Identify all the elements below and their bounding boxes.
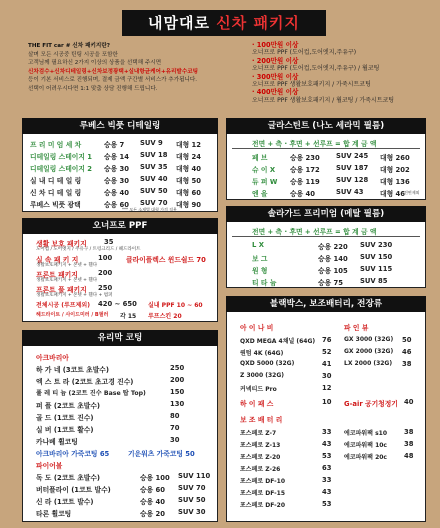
ppf-row-extra: 클라이플렉스 윈드쉴드 70	[126, 256, 206, 264]
coating-row-name: 신 라 (1코트 발수)	[36, 498, 94, 506]
blackbox-price: 76	[322, 336, 332, 344]
blackbox-item: GX 3000 (32G)	[344, 336, 394, 343]
detailing-row-a: 승용 7	[104, 141, 125, 149]
ppf-row-value: 100	[98, 254, 113, 262]
blackbox-item: LX 2000 (32G)	[344, 360, 393, 367]
package-desc: 오너프로 PPF (도어컵,도어엣지,주유구)	[252, 49, 357, 57]
blackbox-brand: 아 이 나 비	[240, 324, 274, 332]
package-tier	[252, 58, 432, 73]
ppf-row-name: 생활 보호 패키지	[36, 240, 87, 248]
ppf-row-extra: 루프스킨 20	[148, 313, 182, 320]
coating-row-name: 퍼 플 (2코트 초발수)	[36, 402, 101, 410]
coating-row-value: 70	[170, 424, 180, 432]
battery-item: 에코파워팩 20c	[344, 454, 387, 461]
ppf-row-sub: 생활보호패키지 + 본넷 + 휀다 + 범퍼	[36, 293, 113, 298]
detailing-row-c: 대형 40	[176, 165, 201, 173]
blackbox-item: QXD 5000 (32G)	[240, 360, 295, 367]
ppf-row-sub: 생활보호패키지 + 본넷 + 휀다	[36, 263, 98, 268]
battery-item: 포스페로 DF-10	[240, 478, 286, 485]
ppf-row-name: 프론트 풀 패키지	[36, 286, 87, 294]
package-desc: 오너프로 PPF 생활보호패키지 / 휠코팅 / 가죽시트코팅	[252, 96, 395, 104]
ppf-row-name: 프론트 패키지	[36, 271, 78, 279]
solar-row-name: 티 타 늄	[252, 279, 277, 287]
coating-row-name: 골 드 (1코트 진수)	[36, 414, 94, 422]
detailing-row-name: 디테일링 스테이지 1	[30, 153, 92, 161]
battery-item: 포스페로 DF-20	[240, 502, 286, 509]
tint-row-name: 페 브	[252, 154, 268, 162]
air-purifier-price: 40	[404, 398, 414, 406]
detailing-row-b: SUV 40	[140, 175, 168, 183]
coating-row-value: 200	[170, 376, 185, 384]
battery-price: 53	[322, 452, 332, 460]
coating-row-a: 승용 40	[140, 498, 165, 506]
solar-row-name: 보 그	[252, 255, 268, 263]
coating-group: 아크바리아	[36, 354, 69, 362]
solar-row-a: 승용 75	[318, 279, 343, 287]
solar-row-b: SUV 150	[360, 253, 393, 261]
detailing-row-name: 실 내 디 테 일 링	[30, 177, 82, 185]
coating-row-a: 승용 60	[140, 486, 165, 494]
blackbox-price: 50	[402, 336, 412, 344]
coating-row-name: 하 가 네 (3코트 초발수)	[36, 366, 109, 374]
battery-item: 포스페로 Z-13	[240, 442, 281, 449]
intro-line: 등이 기본 서비스로 진행되며, 결제 금액 구간별 서비스가 추가됩니다.	[28, 77, 198, 84]
detailing-row-b: SUV 50	[140, 187, 168, 195]
detailing-row-a: 승용 14	[104, 153, 129, 161]
package-name: · 400만원 이상	[252, 88, 299, 97]
intro-line: 살며 모든 시공중 틴팅 시공을 포함한	[28, 51, 118, 58]
tint-row-a: 승용 230	[290, 154, 320, 162]
detailing-row-c: 대형 90	[176, 201, 201, 209]
hipass-label: 하 이 패 스	[240, 400, 274, 408]
blackbox-price: 38	[402, 360, 412, 368]
tint-row-c: 대형 136	[380, 178, 410, 186]
coating-row-b: SUV 70	[178, 484, 206, 492]
battery-item: 포스페로 Z-20	[240, 454, 281, 461]
detailing-row-name: 디테일링 스테이지 2	[30, 165, 92, 173]
coating-row-b: SUV 30	[178, 508, 206, 516]
detailing-row-b: SUV 9	[140, 139, 163, 147]
coating-row-name: 실 버 (1코트 활수)	[36, 426, 94, 434]
detailing-row-a: 승용 30	[104, 177, 129, 185]
ppf-row-sub: 도어컵 / 도어엣지 / 주유구 / 트렁크리드 / 헤드라이트	[36, 247, 141, 252]
blackbox-price: 30	[322, 372, 332, 380]
coating-leather-row: 아크바리아 가죽코팅 65	[36, 450, 110, 458]
ppf-row-extra: 실내 PPF 10 ~ 60	[148, 302, 203, 309]
battery-price: 48	[404, 452, 414, 460]
solar-row-b: SUV 230	[360, 241, 393, 249]
tint-row-name: 듀 퍼 W	[252, 178, 278, 186]
solar-subheader: 전면 + 측 · 후면 + 선루프 = 합 계 금 액	[252, 228, 377, 236]
ppf-row-value: 200	[98, 269, 113, 277]
ppf-row-value: 35	[104, 238, 114, 246]
package-name: · 200만원 이상	[252, 56, 299, 65]
coating-row-value: 150	[170, 388, 185, 396]
detailing-row-c: 대형 24	[176, 153, 201, 161]
ppf-row-name: 전체시공 (루프제외)	[36, 302, 90, 309]
tint-row-name: 슈 이 X	[252, 166, 276, 174]
detailing-row-a: 승용 30	[104, 165, 129, 173]
package-tier	[252, 74, 432, 89]
ppf-row-value: 각 15	[120, 313, 137, 320]
blackbox-item: Z 3000 (32G)	[240, 372, 284, 379]
coating-row-name: 타론 휠코팅	[36, 510, 72, 518]
coating-row-name: 버터플라이 (1코트 발수)	[36, 486, 111, 494]
battery-price: 38	[404, 440, 414, 448]
air-purifier-label: G-air 공기청정기	[344, 400, 398, 408]
blackbox-price: 52	[322, 348, 332, 356]
ppf-row-value: 420 ~ 650	[98, 300, 137, 308]
intro-line: 선택이 어려우시다면 1:1 맞춤 상담 진행해 드립니다.	[28, 85, 158, 92]
coating-row-b: SUV 50	[178, 496, 206, 504]
package-desc: 오너프로 PPF 생활보호패키지 / 가죽시트코팅	[252, 81, 371, 89]
solar-divider	[232, 236, 420, 237]
coating-group: 파이어볼	[36, 462, 63, 470]
coating-row-value: 80	[170, 412, 180, 420]
coating-row-value: 30	[170, 436, 180, 444]
detailing-header: 루베스 빅풋 디테일링	[22, 118, 218, 134]
package-name: · 100만원 이상	[252, 41, 299, 49]
intro-line: 고객님께 필요하신 2가지 이상의 상품을 선택해 주시면	[28, 60, 162, 67]
ppf-header: 오너프로 PPF	[22, 218, 218, 234]
coating-row-value: 250	[170, 364, 185, 372]
page-title	[122, 10, 326, 36]
detailing-row-c: 대형 50	[176, 177, 201, 185]
coating-header: 유리막 코팅	[22, 330, 218, 346]
battery-item: 포스페로 Z-26	[240, 466, 281, 473]
tint-row-c: 대형 46	[380, 190, 405, 198]
blackbox-item: GX 2000 (32G)	[344, 348, 394, 355]
intro-line: THE FIT car # 신차 패키지란?	[28, 43, 110, 49]
battery-price: 43	[322, 488, 332, 496]
battery-item: 에코파워팩 s10	[344, 430, 387, 437]
battery-price: 53	[322, 500, 332, 508]
tint-header: 글라스틴트 (나노 세라믹 필름)	[226, 118, 426, 134]
blackbox-header: 블랙박스, 보조배터리, 전장류	[226, 296, 426, 312]
coating-row-name: 퓰 레 티 늄 (2코트 진수 Base 탑 Top)	[36, 390, 146, 397]
tint-row-b: SUV 128	[336, 176, 369, 184]
solar-header: 솔라가드 프리미엄 (메탈 필름)	[226, 206, 426, 222]
tint-row-a: 승용 119	[290, 178, 320, 186]
tint-divider	[232, 148, 420, 149]
tint-row-c: 대형 260	[380, 154, 410, 162]
coating-row-value: 130	[170, 400, 185, 408]
coating-row-a: 승용 100	[140, 474, 170, 482]
coating-row-b: SUV 110	[178, 472, 211, 480]
blackbox-item: 퀀텀 4K (64G)	[240, 350, 284, 357]
coating-row-name: 카나베 휠코팅	[36, 438, 78, 446]
title-accent: 신차 패키지	[216, 14, 300, 32]
battery-item: 포스페로 DF-15	[240, 490, 286, 497]
battery-price: 43	[322, 440, 332, 448]
blackbox-item: QXD MEGA 4채널 (64G)	[240, 338, 316, 345]
tint-note: 전면제외	[404, 190, 420, 195]
package-tier	[252, 42, 432, 57]
battery-price: 33	[322, 428, 332, 436]
tint-row-b: SUV 43	[336, 188, 364, 196]
detailing-row-name: 루베스 빅풋 광택	[30, 201, 81, 209]
ppf-row-name: 헤드라이트 / 사이드미러 / B필러	[36, 312, 109, 318]
detailing-row-c: 대형 60	[176, 189, 201, 197]
solar-row-b: SUV 85	[360, 277, 388, 285]
coating-leather-extra: 기운워츠 가죽코팅 50	[128, 450, 195, 458]
solar-row-a: 승용 220	[318, 243, 348, 251]
blackbox-price: 46	[402, 348, 412, 356]
coating-row-name: 독 도 (2코트 초발수)	[36, 474, 101, 482]
detailing-row-name: 프 리 미 엄 세 차	[30, 141, 82, 149]
battery-price: 33	[322, 476, 332, 484]
tint-row-b: SUV 187	[336, 164, 369, 172]
detailing-row-a: 승용 40	[104, 189, 129, 197]
package-tier	[252, 89, 432, 104]
coating-row-a: 승용 20	[140, 510, 165, 518]
tint-row-name: 엔 을	[252, 190, 268, 198]
solar-row-a: 승용 140	[318, 255, 348, 263]
solar-row-a: 승용 105	[318, 267, 348, 275]
solar-row-name: L X	[252, 241, 264, 249]
hipass-price: 10	[322, 398, 332, 406]
detailing-row-c: 대형 12	[176, 141, 201, 149]
detailing-row-a: 승용 60	[104, 201, 129, 209]
blackbox-brand: 파 인 뷰	[344, 324, 369, 332]
package-tiers	[252, 42, 432, 105]
solar-row-name: 원 형	[252, 267, 268, 275]
tint-row-c: 대형 202	[380, 166, 410, 174]
ppf-row-sub: 생활보호패키지 + 본넷 + 휀다	[36, 278, 98, 283]
tint-row-a: 승용 40	[290, 190, 315, 198]
blackbox-item: 커넥티드 Pro	[240, 386, 277, 393]
detailing-row-b: SUV 18	[140, 151, 168, 159]
ppf-row-name: 실 속 패 키 지	[36, 256, 79, 264]
battery-price: 63	[322, 464, 332, 472]
tint-row-a: 승용 172	[290, 166, 320, 174]
package-desc: 오너프로 PPF (도어컵,도어엣지,주유구) / 휠코팅	[252, 65, 380, 73]
blackbox-price: 12	[322, 384, 332, 392]
intro-line: 신차검수+신차디테일링+신차보정광택+실내항균케어+유리발수코팅	[28, 68, 199, 75]
battery-item: 포스페로 Z-7	[240, 430, 277, 437]
detailing-row-b: SUV 35	[140, 163, 168, 171]
battery-item: 에코파워팩 10c	[344, 442, 387, 449]
solar-row-b: SUV 115	[360, 265, 393, 273]
package-name: · 300만원 이상	[252, 72, 299, 81]
blackbox-price: 41	[322, 360, 332, 368]
detailing-footnote: *** 모든 소재별 대형 가격 적용	[122, 207, 177, 212]
ppf-row-value: 250	[98, 284, 113, 292]
detailing-row-name: 신 차 디 테 일 링	[30, 189, 82, 197]
battery-group: 보 조 배 터 리	[240, 416, 283, 424]
tint-row-b: SUV 245	[336, 152, 369, 160]
detailing-row-b: SUV 70	[140, 199, 168, 207]
coating-row-name: 엑 스 트 라 (2코트 초고경 진수)	[36, 378, 134, 386]
intro-text	[28, 42, 228, 94]
battery-price: 38	[404, 428, 414, 436]
tint-subheader: 전면 + 측 · 후면 + 선루프 = 합 계 금 액	[252, 140, 377, 148]
title-main: 내맘대로	[148, 14, 211, 32]
